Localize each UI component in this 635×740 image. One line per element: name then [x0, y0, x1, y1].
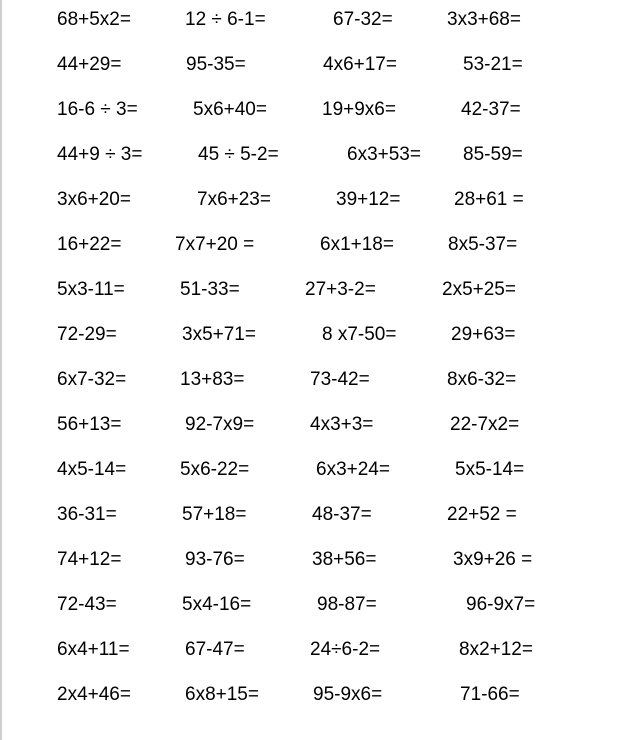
math-problem: 42-37= — [461, 99, 521, 120]
math-problem: 4x6+17= — [323, 54, 397, 75]
math-problem: 48-37= — [312, 504, 372, 525]
math-problem: 4x3+3= — [310, 414, 374, 435]
worksheet-row — [0, 5, 635, 35]
math-problem: 56+13= — [57, 414, 122, 435]
worksheet-row — [0, 635, 635, 665]
worksheet-row — [0, 140, 635, 170]
math-problem: 8x6-32= — [447, 369, 517, 390]
math-problem: 22+52 = — [447, 504, 517, 525]
math-problem: 93-76= — [185, 549, 245, 570]
worksheet-row — [0, 185, 635, 215]
math-problem: 12 ÷ 6-1= — [185, 9, 266, 30]
math-problem: 6x3+53= — [347, 144, 421, 165]
math-problem: 6x8+15= — [185, 684, 259, 705]
math-problem: 6x1+18= — [320, 234, 394, 255]
worksheet-row — [0, 275, 635, 305]
math-problem: 95-9x6= — [313, 684, 383, 705]
math-problem: 57+18= — [182, 504, 247, 525]
worksheet-row — [0, 230, 635, 260]
math-problem: 36-31= — [57, 504, 117, 525]
math-problem: 2x4+46= — [57, 684, 131, 705]
math-problem: 5x3-11= — [57, 279, 125, 300]
worksheet-row — [0, 50, 635, 80]
math-problem: 3x5+71= — [182, 324, 256, 345]
math-problem: 5x6+40= — [193, 99, 267, 120]
math-problem: 38+56= — [312, 549, 377, 570]
math-problem: 67-47= — [185, 639, 245, 660]
math-problem: 6x4+11= — [57, 639, 130, 660]
worksheet-row — [0, 95, 635, 125]
worksheet-row — [0, 410, 635, 440]
math-problem: 85-59= — [463, 144, 523, 165]
math-problem: 71-66= — [460, 684, 520, 705]
math-problem: 8x2+12= — [459, 639, 533, 660]
math-problem: 27+3-2= — [305, 279, 376, 300]
math-problem: 73-42= — [310, 369, 370, 390]
worksheet-row — [0, 590, 635, 620]
math-problem: 96-9x7= — [466, 594, 536, 615]
math-problem: 5x6-22= — [180, 459, 250, 480]
worksheet-row — [0, 365, 635, 395]
math-problem: 4x5-14= — [57, 459, 127, 480]
math-problem: 19+9x6= — [322, 99, 396, 120]
worksheet-row — [0, 455, 635, 485]
math-problem: 2x5+25= — [442, 279, 516, 300]
math-problem: 6x3+24= — [316, 459, 390, 480]
math-problem: 29+63= — [451, 324, 516, 345]
math-problem: 72-29= — [57, 324, 117, 345]
math-problem: 44+9 ÷ 3= — [57, 144, 143, 165]
math-problem: 92-7x9= — [185, 414, 255, 435]
math-problem: 24÷6-2= — [310, 639, 381, 660]
math-problem: 74+12= — [57, 549, 122, 570]
math-problem: 45 ÷ 5-2= — [198, 144, 279, 165]
math-problem: 44+29= — [57, 54, 122, 75]
math-problem: 3x3+68= — [447, 9, 521, 30]
worksheet-row — [0, 545, 635, 575]
math-problem: 51-33= — [180, 279, 240, 300]
worksheet-row — [0, 680, 635, 710]
math-problem: 72-43= — [57, 594, 117, 615]
math-problem: 7x7+20 = — [175, 234, 255, 255]
math-problem: 98-87= — [317, 594, 377, 615]
math-problem: 8x5-37= — [448, 234, 518, 255]
math-problem: 67-32= — [333, 9, 393, 30]
math-problem: 39+12= — [336, 189, 401, 210]
math-problem: 13+83= — [180, 369, 245, 390]
math-problem: 68+5x2= — [57, 9, 131, 30]
math-problem: 3x9+26 = — [453, 549, 533, 570]
math-problem: 6x7-32= — [57, 369, 127, 390]
math-problem: 3x6+20= — [57, 189, 131, 210]
worksheet-row — [0, 320, 635, 350]
math-problem: 16+22= — [57, 234, 122, 255]
math-problem: 8 x7-50= — [322, 324, 397, 345]
math-problem: 5x5-14= — [455, 459, 525, 480]
worksheet-row — [0, 500, 635, 530]
math-problem: 22-7x2= — [450, 414, 520, 435]
math-problem: 95-35= — [186, 54, 246, 75]
math-problem: 28+61 = — [454, 189, 524, 210]
math-problem: 53-21= — [463, 54, 523, 75]
math-problem: 5x4-16= — [182, 594, 252, 615]
math-problem: 16-6 ÷ 3= — [57, 99, 138, 120]
math-problem: 7x6+23= — [197, 189, 271, 210]
